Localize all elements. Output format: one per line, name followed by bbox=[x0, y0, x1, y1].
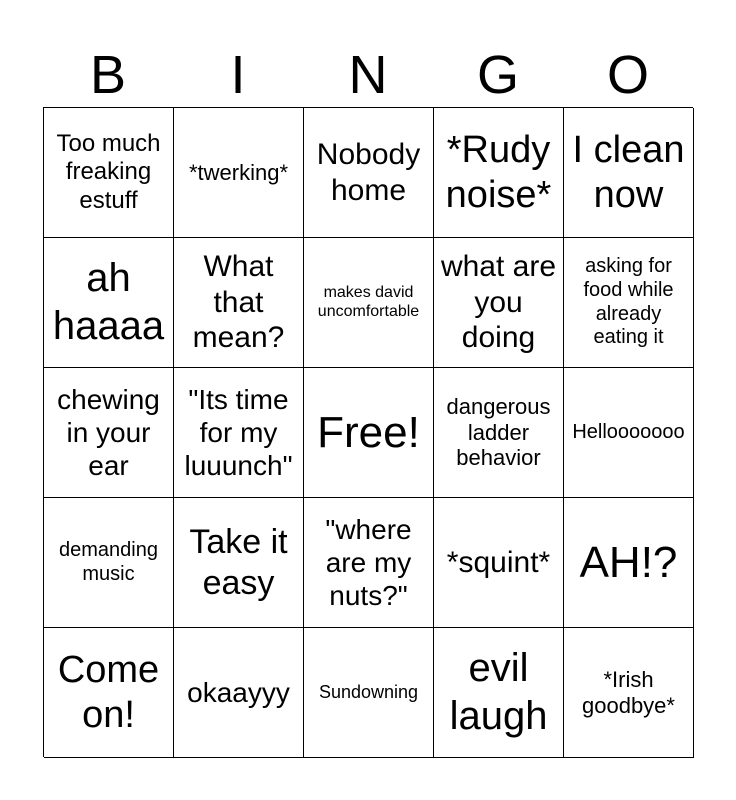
bingo-cell[interactable]: Nobody home bbox=[304, 108, 434, 238]
bingo-cell[interactable]: *Irish goodbye* bbox=[564, 628, 694, 758]
bingo-cell[interactable]: *twerking* bbox=[174, 108, 304, 238]
bingo-cell[interactable]: what are you doing bbox=[434, 238, 564, 368]
header-letter-n: N bbox=[348, 45, 388, 105]
bingo-cell[interactable]: evil laugh bbox=[434, 628, 564, 758]
header-letter-i: I bbox=[230, 45, 246, 105]
bingo-cell[interactable]: Come on! bbox=[44, 628, 174, 758]
bingo-cell[interactable]: *Rudy noise* bbox=[434, 108, 564, 238]
bingo-header bbox=[43, 44, 693, 106]
bingo-cell[interactable]: makes david uncomfortable bbox=[304, 238, 434, 368]
bingo-cell[interactable]: Sundowning bbox=[304, 628, 434, 758]
header-letter-b: B bbox=[89, 45, 127, 105]
bingo-cell[interactable]: AH!? bbox=[564, 498, 694, 628]
bingo-cell[interactable]: "Its time for my luuunch" bbox=[174, 368, 304, 498]
bingo-cell[interactable]: demanding music bbox=[44, 498, 174, 628]
bingo-cell[interactable]: "where are my nuts?" bbox=[304, 498, 434, 628]
bingo-cell[interactable]: dangerous ladder behavior bbox=[434, 368, 564, 498]
bingo-cell[interactable]: *squint* bbox=[434, 498, 564, 628]
bingo-cell[interactable]: Take it easy bbox=[174, 498, 304, 628]
bingo-cell[interactable]: Too much freaking estuff bbox=[44, 108, 174, 238]
free-space-cell[interactable]: Free! bbox=[304, 368, 434, 498]
header-letter-g: G bbox=[476, 45, 519, 105]
bingo-cell[interactable]: Hellooooooo bbox=[564, 368, 694, 498]
header-letter-o: O bbox=[606, 45, 649, 105]
bingo-cell[interactable]: What that mean? bbox=[174, 238, 304, 368]
bingo-cell[interactable]: asking for food while already eating it bbox=[564, 238, 694, 368]
bingo-board bbox=[43, 107, 693, 757]
bingo-cell[interactable]: chewing in your ear bbox=[44, 368, 174, 498]
bingo-cell[interactable]: okaayyy bbox=[174, 628, 304, 758]
bingo-cell[interactable]: ah haaaa bbox=[44, 238, 174, 368]
bingo-cell[interactable]: I clean now bbox=[564, 108, 694, 238]
